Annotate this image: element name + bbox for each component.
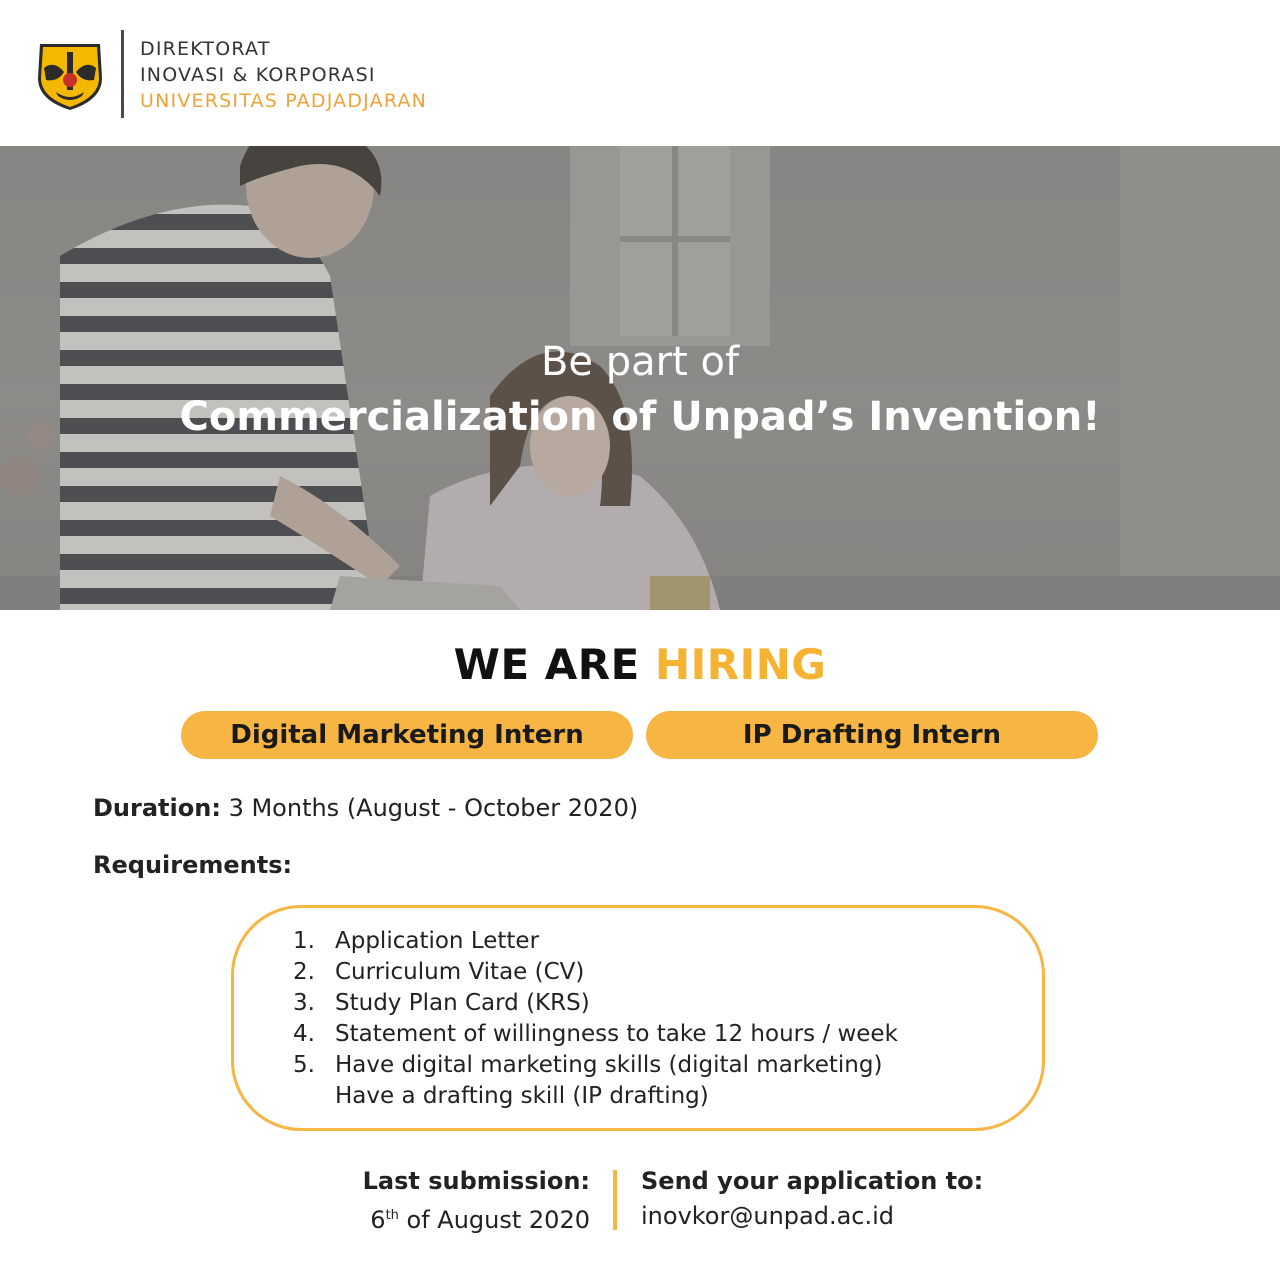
list-item-text: Curriculum Vitae (CV) — [335, 959, 585, 985]
list-item-number: 1. — [293, 928, 315, 954]
header — [0, 0, 1280, 146]
list-item-text: Statement of willingness to take 12 hours / week — [335, 1021, 898, 1047]
requirements-title: Requirements: — [93, 851, 293, 879]
header-divider — [121, 30, 124, 118]
contact-info — [641, 1163, 983, 1233]
hiring-prefix: WE ARE — [453, 640, 640, 689]
duration-label: Duration: — [93, 794, 221, 822]
footer-divider — [613, 1170, 617, 1230]
list-item — [293, 988, 898, 1019]
submission-day: 6 — [370, 1206, 386, 1234]
hero-banner — [0, 146, 1280, 610]
hiring-highlight: HIRING — [654, 640, 827, 689]
list-item-text: Application Letter — [335, 928, 540, 954]
submission-rest: of August 2020 — [398, 1206, 590, 1234]
submission-deadline — [300, 1163, 590, 1237]
hiring-heading — [0, 640, 1280, 689]
organization-name — [140, 36, 427, 114]
contact-email[interactable]: inovkor@unpad.ac.id — [641, 1202, 895, 1230]
hero-line-2: Commercialization of Unpad’s Invention! — [179, 394, 1101, 440]
list-item — [293, 926, 898, 957]
list-item-text: Have digital marketing skills (digital marketing) — [335, 1052, 883, 1078]
submission-title: Last submission: — [362, 1167, 590, 1195]
org-line-1: DIREKTORAT — [140, 38, 271, 60]
position-badge-ip-drafting: IP Drafting Intern — [646, 711, 1098, 759]
submission-day-suffix: th — [385, 1208, 399, 1223]
position-badge-digital-marketing: Digital Marketing Intern — [181, 711, 633, 759]
list-item-number: 3. — [293, 990, 315, 1016]
list-item-number: 5. — [293, 1052, 315, 1078]
contact-title: Send your application to: — [641, 1167, 984, 1195]
list-item-number — [293, 1081, 335, 1112]
hero-text — [0, 336, 1280, 446]
list-item-number: 2. — [293, 959, 315, 985]
duration-line — [93, 794, 638, 822]
list-item-text: Study Plan Card (KRS) — [335, 990, 590, 1016]
university-seal-icon — [32, 38, 108, 114]
duration-value: 3 Months (August - October 2020) — [228, 794, 639, 822]
requirements-list — [293, 926, 898, 1112]
list-item-text: Have a drafting skill (IP drafting) — [335, 1083, 709, 1109]
list-item — [293, 1050, 898, 1081]
submission-date — [300, 1199, 590, 1237]
list-item — [293, 1081, 898, 1112]
list-item — [293, 957, 898, 988]
org-line-2: INOVASI & KORPORASI — [140, 64, 376, 86]
hero-line-1: Be part of — [540, 339, 740, 385]
org-line-3: UNIVERSITAS PADJADJARAN — [140, 90, 428, 112]
list-item — [293, 1019, 898, 1050]
list-item-number: 4. — [293, 1021, 315, 1047]
